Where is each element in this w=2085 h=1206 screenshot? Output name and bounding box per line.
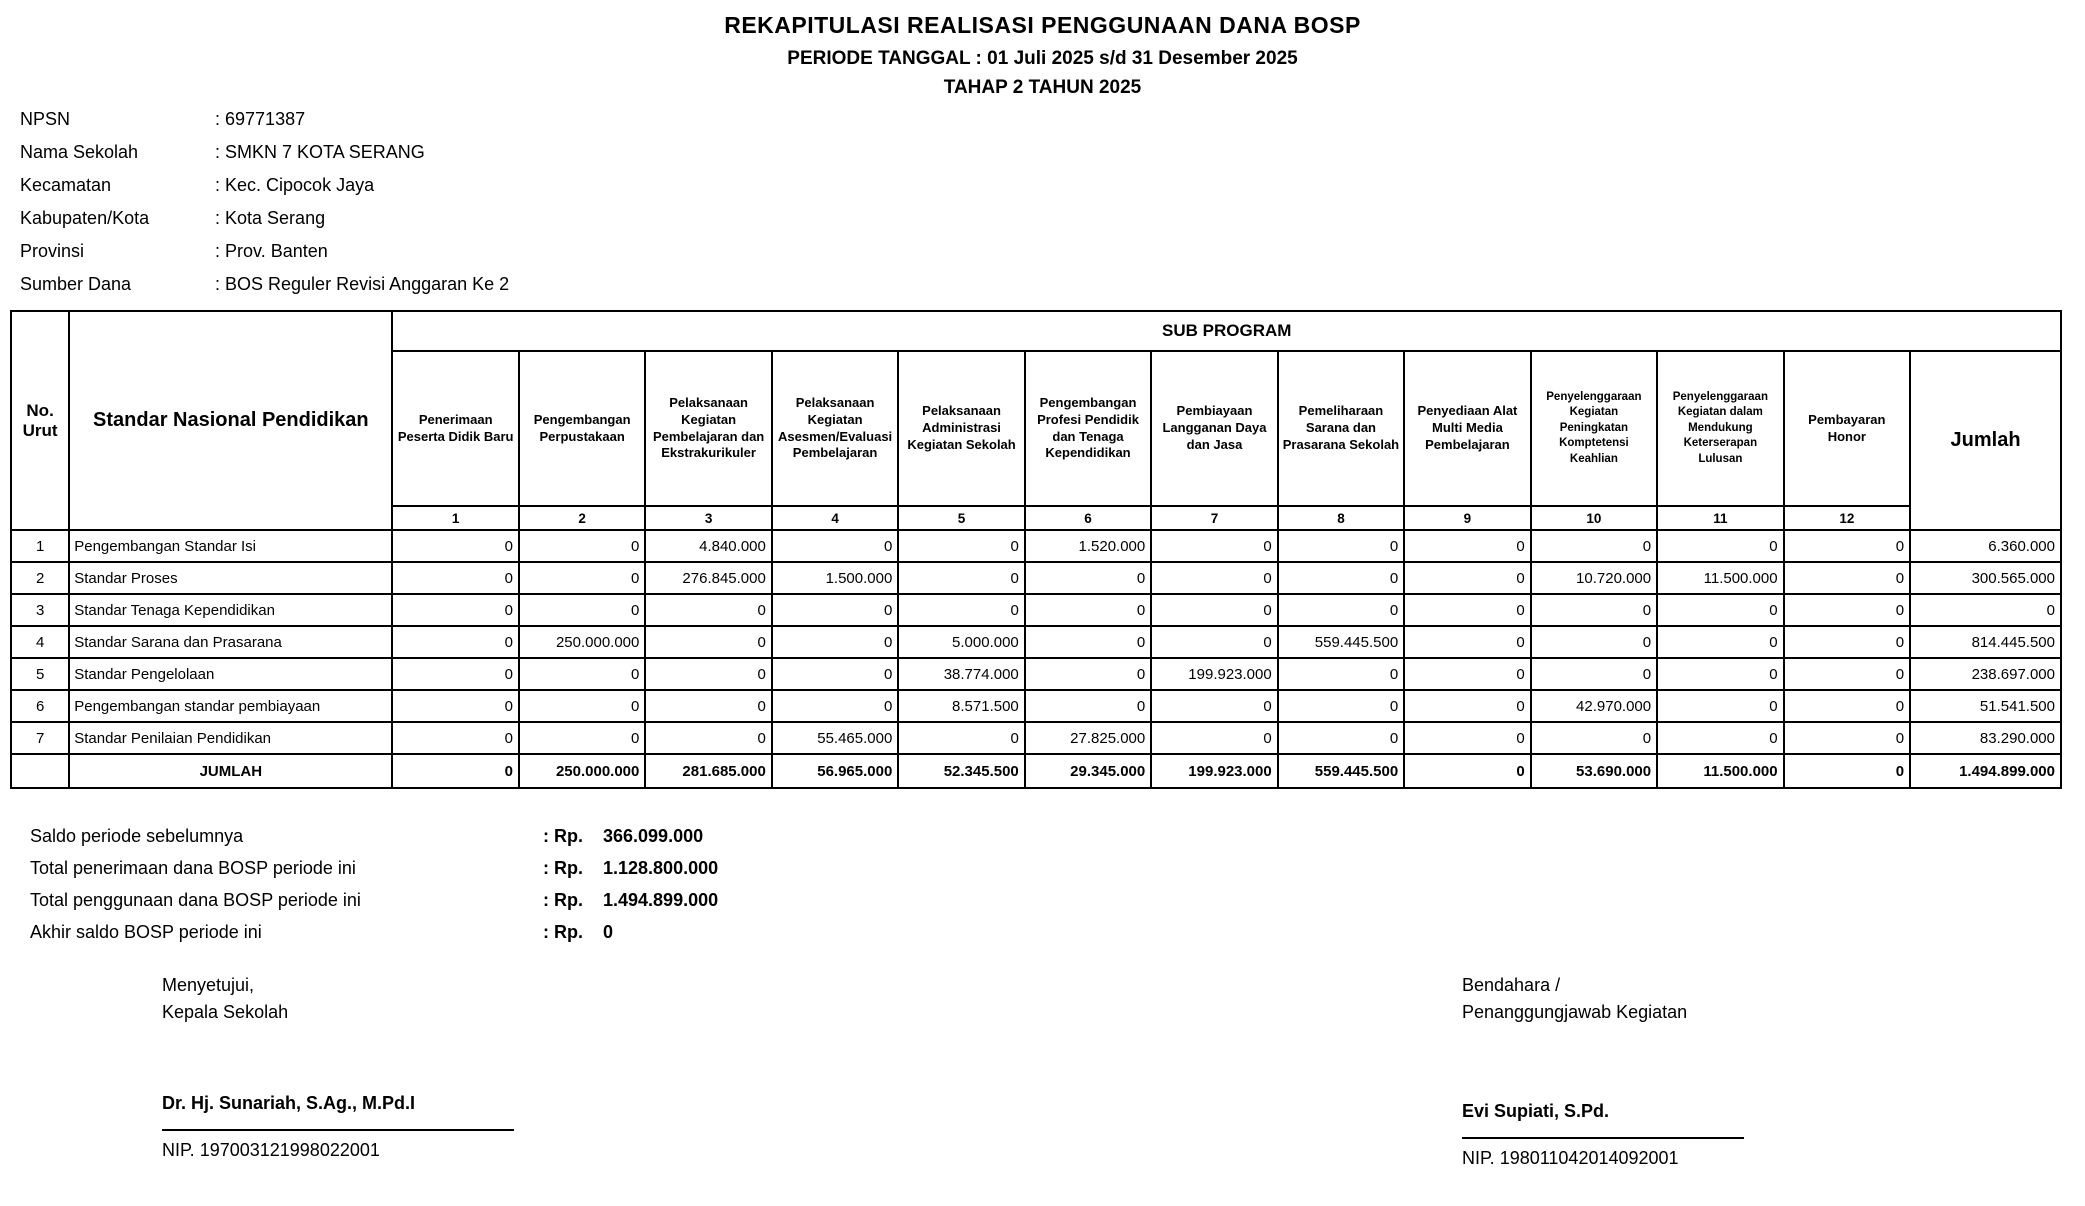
summary-value: 1.128.800.000 [603,858,719,878]
row-total-cell: 0 [1910,594,2061,626]
col-number-4: 4 [772,506,898,530]
value-cell: 11.500.000 [1657,562,1783,594]
value-cell: 0 [1784,562,1910,594]
signature-nip: NIP. 198011042014092001 [1462,1148,1679,1168]
value-cell: 0 [1151,530,1277,562]
value-cell: 0 [898,530,1024,562]
col-header-jumlah: Jumlah [1910,351,2061,530]
value-cell: 0 [519,722,645,754]
col-header-subprogram: SUB PROGRAM [392,311,2061,351]
total-value-cell: 559.445.500 [1278,754,1404,788]
page-title: REKAPITULASI REALISASI PENGGUNAAN DANA BOSP [724,12,1361,38]
value-cell: 8.571.500 [898,690,1024,722]
value-cell: 0 [1278,530,1404,562]
value-cell: 42.970.000 [1531,690,1657,722]
total-value-cell: 29.345.000 [1025,754,1151,788]
value-cell: 1.500.000 [772,562,898,594]
value-cell: 0 [1404,690,1530,722]
col-header-6: Pengembangan Profesi Pendidik dan Tenaga Kependidikan [1025,351,1151,506]
col-header-12: Pembayaran Honor [1784,351,1910,506]
total-empty-cell [11,754,69,788]
col-header-8: Pemeliharaan Sarana dan Prasarana Sekolah [1278,351,1404,506]
table-row [11,530,2061,562]
info-label: Provinsi [20,241,85,261]
summary-label: Akhir saldo BOSP periode ini [30,922,262,942]
value-cell: 0 [1151,690,1277,722]
summary-currency: : Rp. [543,884,583,916]
value-cell: 0 [1784,594,1910,626]
row-name-cell: Pengembangan standar pembiayaan [69,690,392,722]
col-number-10: 10 [1531,506,1657,530]
value-cell: 0 [1657,626,1783,658]
info-value: : SMKN 7 KOTA SERANG [215,136,425,169]
value-cell: 0 [1151,626,1277,658]
value-cell: 0 [392,722,518,754]
value-cell: 0 [1025,626,1151,658]
info-label: Kecamatan [20,175,112,195]
value-cell: 0 [772,530,898,562]
info-label: Nama Sekolah [20,142,139,162]
summary-value: 366.099.000 [603,826,704,846]
signature-name: Dr. Hj. Sunariah, S.Ag., M.Pd.I [162,1093,416,1113]
info-label: Sumber Dana [20,274,132,294]
value-cell: 0 [392,626,518,658]
info-value: : Prov. Banten [215,235,328,268]
summary-currency: : Rp. [543,916,583,948]
value-cell: 0 [519,562,645,594]
value-cell: 0 [1025,594,1151,626]
value-cell: 199.923.000 [1151,658,1277,690]
report-table [10,310,2062,789]
value-cell: 0 [772,690,898,722]
value-cell: 0 [1784,530,1910,562]
summary-label: Total penggunaan dana BOSP periode ini [30,890,361,910]
info-row [20,136,509,169]
info-row [20,103,509,136]
value-cell: 250.000.000 [519,626,645,658]
summary-row [30,916,718,948]
summary-row [30,884,718,916]
value-cell: 276.845.000 [645,562,771,594]
col-number-7: 7 [1151,506,1277,530]
total-value-cell: 53.690.000 [1531,754,1657,788]
signature-role-line2: Kepala Sekolah [162,1002,289,1022]
total-value-cell: 199.923.000 [1151,754,1277,788]
value-cell: 0 [1657,530,1783,562]
value-cell: 0 [1784,626,1910,658]
col-number-1: 1 [392,506,518,530]
col-header-2: Pengembangan Perpustakaan [519,351,645,506]
value-cell: 55.465.000 [772,722,898,754]
value-cell: 0 [1278,594,1404,626]
value-cell: 0 [1278,690,1404,722]
value-cell: 0 [392,562,518,594]
signature-block-right [1462,972,1744,1169]
row-total-cell: 6.360.000 [1910,530,2061,562]
value-cell: 0 [519,690,645,722]
total-value-cell: 52.345.500 [898,754,1024,788]
signature-nip: NIP. 197003121998022001 [162,1140,380,1160]
value-cell: 0 [1657,594,1783,626]
info-row [20,268,509,301]
value-cell: 0 [1531,594,1657,626]
summary-value: 1.494.899.000 [603,890,719,910]
value-cell: 0 [1784,722,1910,754]
signature-role-line1: Menyetujui, [162,975,255,995]
row-total-cell: 238.697.000 [1910,658,2061,690]
summary-currency: : Rp. [543,820,583,852]
table-row [11,722,2061,754]
value-cell: 0 [1278,658,1404,690]
value-cell: 0 [1657,690,1783,722]
summary-label: Saldo periode sebelumnya [30,826,244,846]
grand-total-cell: 1.494.899.000 [1910,754,2061,788]
value-cell: 0 [392,530,518,562]
value-cell: 0 [1404,562,1530,594]
summary-currency: : Rp. [543,852,583,884]
row-number-cell: 1 [11,530,69,562]
row-name-cell: Standar Sarana dan Prasarana [69,626,392,658]
row-name-cell: Standar Tenaga Kependidikan [69,594,392,626]
summary-block [30,820,718,948]
value-cell: 0 [898,594,1024,626]
row-number-cell: 3 [11,594,69,626]
col-number-3: 3 [645,506,771,530]
info-value: : 69771387 [215,103,305,136]
document-title-block [0,12,2085,99]
col-header-3: Pelaksanaan Kegiatan Pembelajaran dan Ekstrakurikuler [645,351,771,506]
row-number-cell: 5 [11,658,69,690]
col-header-1: Penerimaan Peserta Didik Baru [392,351,518,506]
value-cell: 0 [645,658,771,690]
col-header-9: Penyediaan Alat Multi Media Pembelajaran [1404,351,1530,506]
value-cell: 0 [1531,530,1657,562]
value-cell: 0 [1151,562,1277,594]
row-name-cell: Standar Penilaian Pendidikan [69,722,392,754]
value-cell: 0 [1531,722,1657,754]
col-header-11: Penyelenggaraan Kegiatan dalam Mendukung Keterserapan Lulusan [1657,351,1783,506]
value-cell: 0 [519,594,645,626]
value-cell: 0 [772,594,898,626]
value-cell: 1.520.000 [1025,530,1151,562]
info-label: NPSN [20,109,71,129]
signature-block-left [162,972,514,1161]
value-cell: 0 [645,594,771,626]
col-header-4: Pelaksanaan Kegiatan Asesmen/Evaluasi Pembelajaran [772,351,898,506]
value-cell: 0 [1151,594,1277,626]
value-cell: 0 [1025,658,1151,690]
value-cell: 0 [1784,690,1910,722]
col-number-11: 11 [1657,506,1783,530]
value-cell: 0 [1404,626,1530,658]
row-name-cell: Pengembangan Standar Isi [69,530,392,562]
col-header-10: Penyelenggaraan Kegiatan Peningkatan Komptetensi Keahlian [1531,351,1657,506]
value-cell: 4.840.000 [645,530,771,562]
value-cell: 0 [392,690,518,722]
total-value-cell: 11.500.000 [1657,754,1783,788]
value-cell: 0 [898,722,1024,754]
row-number-cell: 4 [11,626,69,658]
info-row [20,202,509,235]
value-cell: 0 [1278,562,1404,594]
table-row [11,594,2061,626]
signature-name: Evi Supiati, S.Pd. [1462,1101,1610,1121]
info-value: : Kota Serang [215,202,325,235]
table-row [11,562,2061,594]
value-cell: 0 [645,722,771,754]
signature-role-line1: Bendahara / [1462,975,1561,995]
subtitle-phase: TAHAP 2 TAHUN 2025 [943,77,1142,98]
value-cell: 0 [1404,722,1530,754]
value-cell: 0 [392,658,518,690]
value-cell: 0 [898,562,1024,594]
subtitle-period: PERIODE TANGGAL : 01 Juli 2025 s/d 31 Desember 2025 [787,48,1298,69]
table-total-row [11,754,2061,788]
signature-role-line2: Penanggungjawab Kegiatan [1462,1002,1688,1022]
total-value-cell: 0 [1404,754,1530,788]
report-table-wrap [10,310,2062,789]
summary-row [30,820,718,852]
value-cell: 27.825.000 [1025,722,1151,754]
row-number-cell: 6 [11,690,69,722]
value-cell: 0 [772,626,898,658]
info-value: : Kec. Cipocok Jaya [215,169,374,202]
signature-line [162,1129,514,1131]
value-cell: 0 [519,530,645,562]
summary-row [30,852,718,884]
row-name-cell: Standar Proses [69,562,392,594]
total-value-cell: 250.000.000 [519,754,645,788]
info-value: : BOS Reguler Revisi Anggaran Ke 2 [215,268,509,301]
col-number-6: 6 [1025,506,1151,530]
total-value-cell: 0 [392,754,518,788]
col-number-9: 9 [1404,506,1530,530]
info-label: Kabupaten/Kota [20,208,150,228]
col-number-5: 5 [898,506,1024,530]
value-cell: 0 [1657,722,1783,754]
col-header-5: Pelaksanaan Administrasi Kegiatan Sekolah [898,351,1024,506]
value-cell: 0 [1531,626,1657,658]
col-header-snp: Standar Nasional Pendidikan [69,311,392,530]
value-cell: 10.720.000 [1531,562,1657,594]
header-row-subprogram [11,311,2061,351]
signature-line [1462,1137,1744,1139]
value-cell: 0 [645,626,771,658]
row-total-cell: 300.565.000 [1910,562,2061,594]
col-header-7: Pembiayaan Langganan Daya dan Jasa [1151,351,1277,506]
col-header-no-urut: No. Urut [11,311,69,530]
value-cell: 0 [1404,658,1530,690]
value-cell: 0 [1151,722,1277,754]
school-info-block [20,103,509,301]
value-cell: 0 [1025,690,1151,722]
value-cell: 38.774.000 [898,658,1024,690]
value-cell: 0 [1531,658,1657,690]
summary-value: 0 [603,922,614,942]
row-number-cell: 2 [11,562,69,594]
row-name-cell: Standar Pengelolaan [69,658,392,690]
table-row [11,658,2061,690]
value-cell: 559.445.500 [1278,626,1404,658]
summary-label: Total penerimaan dana BOSP periode ini [30,858,356,878]
table-row [11,626,2061,658]
col-number-2: 2 [519,506,645,530]
info-row [20,169,509,202]
total-value-cell: 56.965.000 [772,754,898,788]
value-cell: 0 [1404,530,1530,562]
row-number-cell: 7 [11,722,69,754]
value-cell: 0 [1657,658,1783,690]
table-row [11,690,2061,722]
value-cell: 0 [645,690,771,722]
value-cell: 0 [772,658,898,690]
col-number-8: 8 [1278,506,1404,530]
total-value-cell: 0 [1784,754,1910,788]
row-total-cell: 814.445.500 [1910,626,2061,658]
value-cell: 0 [1784,658,1910,690]
row-total-cell: 83.290.000 [1910,722,2061,754]
value-cell: 0 [519,658,645,690]
total-value-cell: 281.685.000 [645,754,771,788]
total-label-cell: JUMLAH [69,754,392,788]
info-row [20,235,509,268]
value-cell: 5.000.000 [898,626,1024,658]
col-number-12: 12 [1784,506,1910,530]
value-cell: 0 [1025,562,1151,594]
value-cell: 0 [1278,722,1404,754]
value-cell: 0 [1404,594,1530,626]
value-cell: 0 [392,594,518,626]
row-total-cell: 51.541.500 [1910,690,2061,722]
